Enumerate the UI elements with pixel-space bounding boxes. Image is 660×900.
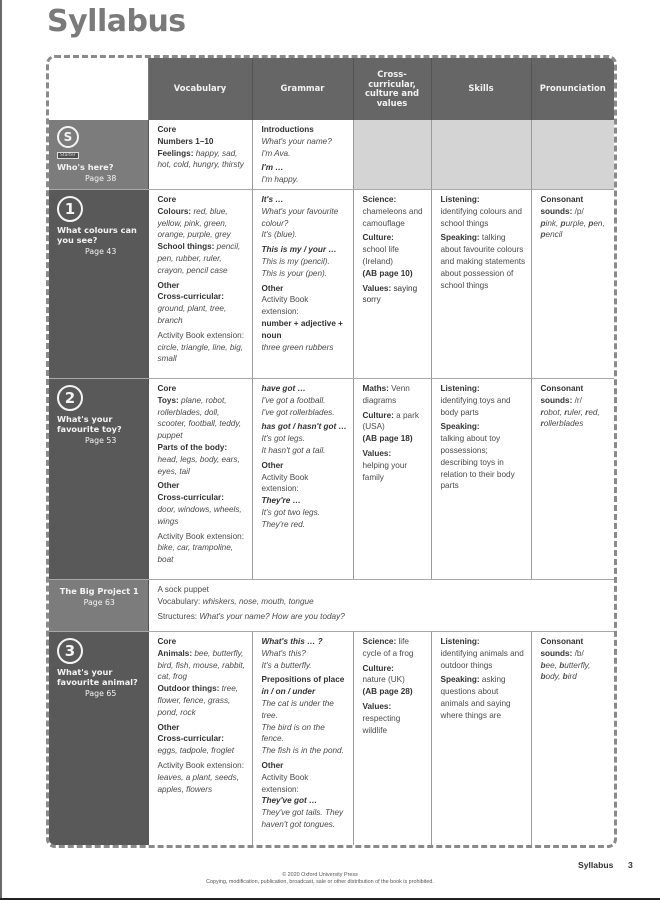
pronunciation-sound: /b/ [574,648,584,658]
header-pronunciation: Pronunciation [531,58,614,120]
row-starter [49,120,614,189]
values-label: Values: [362,283,392,293]
unit-cell-1 [49,189,148,378]
vocab-list: plane, robot, rollerblades, doll, scooter, football, teddy, puppet [157,395,242,441]
vocab-list: head, legs, body, ears, eyes, tail [157,454,240,476]
copyright-notice [150,872,490,886]
starter-vocabulary [148,120,252,189]
grammar-example: three green rubbers [261,342,334,352]
unit2-skills [431,378,531,579]
grammar-example: I'm happy. [261,175,299,185]
vocab-label: Toys: [157,395,179,405]
project-vocab: whiskers, nose, mouth, tongue [202,597,314,607]
unit-title: What's your favourite animal? [57,666,138,687]
other-label: Other [261,760,284,770]
speaking-label: Speaking: [440,233,480,243]
grammar-example: It's a butterfly. [261,660,312,670]
unit-cell-2 [49,378,148,579]
unit1-vocabulary [148,189,252,378]
vocab-list: door, windows, wheels, wings [157,504,242,526]
vocab-list: pencil, pen, rubber, ruler, crayon, pencil case [157,242,241,275]
unit-cell-starter [49,120,148,189]
values-text: respecting wildlife [362,713,401,735]
ab-page-ref: (AB page 18) [362,434,413,444]
other-label: Other [157,722,180,732]
starter-badge-icon: S [57,126,79,148]
science-text: life cycle of a frog [362,636,414,658]
ab-page-ref: (AB page 10) [362,268,413,278]
vocab-list: leaves, a plant, seeds, apples, flowers [157,772,239,794]
science-label: Science: [362,194,397,204]
ab-label: Activity Book extension: [157,531,244,541]
grammar-heading: What's this … ? [261,636,323,646]
header-skills: Skills [431,58,531,120]
unit2-cross [353,378,431,579]
row-unit-3 [49,631,614,848]
values-label: Values: [362,448,392,458]
unit3-cross [353,631,431,848]
grammar-heading: has got / hasn't got … [261,422,347,432]
culture-label: Culture: [362,233,394,243]
project-title: The Big Project 1 [59,585,139,596]
ab-label: Activity Book extension: [157,330,244,340]
pronunciation-words: robot, ruler, red, rollerblades [540,407,600,429]
unit-title: What's your favourite toy? [57,413,122,434]
project-1-details [148,579,614,631]
unit-page: Page 43 [85,246,117,256]
speaking-text: talking about toy possessions; describing toys in relation to their body parts [440,434,515,491]
science-text: chameleons and camouflage [362,206,423,228]
grammar-example: They're red. [261,519,305,529]
vocab-label: Parts of the body: [157,442,228,452]
vocab-list: bike, car, trampoline, boat [157,543,234,565]
pronunciation-label: Consonant sounds: [540,383,584,405]
listening-label: Listening: [440,383,480,393]
project-name: A sock puppet [157,584,209,594]
core-label: Core [157,194,177,204]
grammar-example: It's got legs. [261,434,305,444]
starter-pronunciation-empty [531,120,614,189]
unit-number-badge-icon: 2 [57,385,83,411]
header-grammar: Grammar [252,58,353,120]
unit-cell-3 [49,631,148,848]
pronunciation-sound: /p/ [574,206,584,216]
grammar-example: It's (blue). [261,230,298,240]
ab-page-ref: (AB page 28) [362,687,413,697]
unit1-skills [431,189,531,378]
other-label: Other [261,283,284,293]
other-label: Other [157,280,180,290]
vocab-label: Outdoor things: [157,684,220,694]
unit1-pronunciation [531,189,614,378]
unit-page: Page 53 [85,435,117,445]
vocab-list: bee, butterfly, bird, fish, mouse, rabbit, cat, frog [157,648,245,682]
values-label: Values: [362,701,392,711]
ab-label: Activity Book extension: [157,760,244,770]
row-unit-1 [49,189,614,378]
header-vocabulary: Vocabulary [148,58,252,120]
listening-label: Listening: [440,636,480,646]
project-structures-label: Structures: [157,611,198,621]
other-label: Other [261,460,284,470]
vocab-label: Colours: [157,206,192,216]
page-title: Syllabus [47,4,186,39]
row-unit-2 [49,378,614,579]
vocab-label: Cross-curricular: [157,734,224,744]
unit2-grammar [252,378,353,579]
culture-text: school life (Ireland) [362,245,399,266]
unit3-vocabulary [148,631,252,848]
unit1-cross [353,189,431,378]
pronunciation-sound: /r/ [574,395,582,405]
unit-title: What colours can you see? [57,224,137,245]
grammar-example: What's your name? [261,136,332,146]
core-label: Core [157,636,177,646]
pronunciation-label: Consonant sounds: [540,194,584,216]
pronunciation-words: pink, purple, pen, pencil [540,218,605,240]
grammar-example: The fish is in the pond. [261,746,344,756]
syllabus-table-frame [46,55,617,848]
unit-page: Page 63 [83,597,115,607]
grammar-heading: They're … [261,496,301,506]
core-label: Core [157,125,177,134]
pronunciation-words: bee, butterfly, body, bird [540,660,591,682]
grammar-example: It hasn't got a tail. [261,445,326,455]
syllabus-table [49,58,614,848]
grammar-heading: I'm … [261,163,284,173]
grammar-heading: Prepositions of place [261,675,345,685]
header-corner [49,58,148,120]
listening-text: identifying animals and outdoor things [440,648,524,670]
vocab-label: Cross-curricular: [157,292,224,302]
feelings-label: Feelings: [157,148,194,158]
header-row [49,58,614,120]
vocab-list: eggs, tadpole, froglet [157,746,234,756]
ab-label: Activity Book extension: [261,772,309,794]
grammar-example: This is my (pencil). [261,256,330,266]
grammar-example: I've got a football. [261,395,326,405]
starter-cross-empty [353,120,431,189]
grammar-example: I've got rollerblades. [261,407,335,417]
grammar-example: The cat is under the tree. [261,698,334,720]
pronunciation-label: Consonant sounds: [540,636,584,658]
values-text: saying sorry [362,283,418,305]
listening-text: identifying colours and school things [440,206,522,228]
unit-title: Who's here? [57,162,114,172]
starter-grammar [252,120,353,189]
copyright-line-1: © 2020 Oxford University Press [282,872,358,878]
feelings-list: happy, sad, hot, cold, hungry, thirsty [157,148,244,170]
unit-number-badge-icon: 3 [57,638,83,664]
project-structures: What's your name? How are you today? [199,611,345,621]
listening-label: Listening: [440,194,480,204]
grammar-heading: This is my / your … [261,245,337,255]
grammar-example: They've got tails. They haven't got tongues. [261,808,344,829]
unit3-skills [431,631,531,848]
unit2-vocabulary [148,378,252,579]
vocab-label: School things: [157,242,215,252]
grammar-heading: They've got … [261,796,318,806]
speaking-text: talking about favourite colours and making statements about possession of school things [440,233,526,290]
grammar-heading: in / on / under [261,687,316,697]
unit3-pronunciation [531,631,614,848]
other-label: Other [157,481,180,491]
unit-page: Page 65 [85,688,117,698]
numbers-label: Numbers 1–10 [157,136,214,146]
header-cross-curricular: Cross-curricular, culture and values [353,58,431,120]
footer-section-label: Syllabus [578,860,614,870]
grammar-example: What's this? [261,648,306,658]
vocab-list: circle, triangle, line, big, small [157,342,244,364]
vocab-list: tree, flower, fence, grass, pond, rock [157,684,239,717]
culture-label: Culture: [362,663,394,673]
project-vocab-label: Vocabulary: [157,597,201,607]
core-label: Core [157,383,177,393]
vocab-label: Animals: [157,648,193,658]
unit-page: Page 38 [85,174,117,183]
maths-label: Maths: [362,383,389,393]
grammar-heading: Introductions [261,125,314,134]
grammar-example: What's your favourite colour? [261,206,339,228]
grammar-heading: have got … [261,383,306,393]
unit1-grammar [252,189,353,378]
maths-text: Venn diagrams [362,383,410,405]
grammar-heading: number + adjective + noun [261,318,343,340]
vocab-list: ground, plant, tree, branch [157,304,227,325]
vocab-list: red, blue, yellow, pink, green, orange, purple, grey [157,206,231,240]
page-border-left [0,0,2,900]
listening-text: identifying toys and body parts [440,395,511,417]
copyright-line-2: Copying, modification, publication, broadcast, sale or other distribution of the book is prohibited. [206,879,434,885]
speaking-label: Speaking: [440,675,480,685]
unit3-grammar [252,631,353,848]
ab-label: Activity Book extension: [261,295,309,317]
vocab-label: Cross-curricular: [157,493,224,503]
grammar-example: It's got two legs. [261,507,320,517]
grammar-heading: It's … [261,194,284,204]
unit-number-badge-icon: 1 [57,196,83,222]
grammar-example: The bird is on the fence. [261,722,325,744]
unit2-pronunciation [531,378,614,579]
ab-label: Activity Book extension: [261,472,309,494]
culture-text: nature (UK) [362,675,405,685]
culture-label: Culture: [362,410,394,420]
unit-cell-project-1 [49,579,148,631]
culture-text: a park (USA) [362,410,419,432]
row-big-project-1 [49,579,614,631]
science-label: Science: [362,636,397,646]
speaking-label: Speaking: [440,422,480,432]
values-text: helping your family [362,460,408,482]
starter-tag: Starter [57,152,79,159]
grammar-example: I'm Ava. [261,148,291,158]
footer-page-number: 3 [628,860,633,870]
starter-skills-empty [431,120,531,189]
grammar-example: This is your (pen). [261,268,328,278]
speaking-text: asking questions about animals and saying where things are [440,675,511,720]
